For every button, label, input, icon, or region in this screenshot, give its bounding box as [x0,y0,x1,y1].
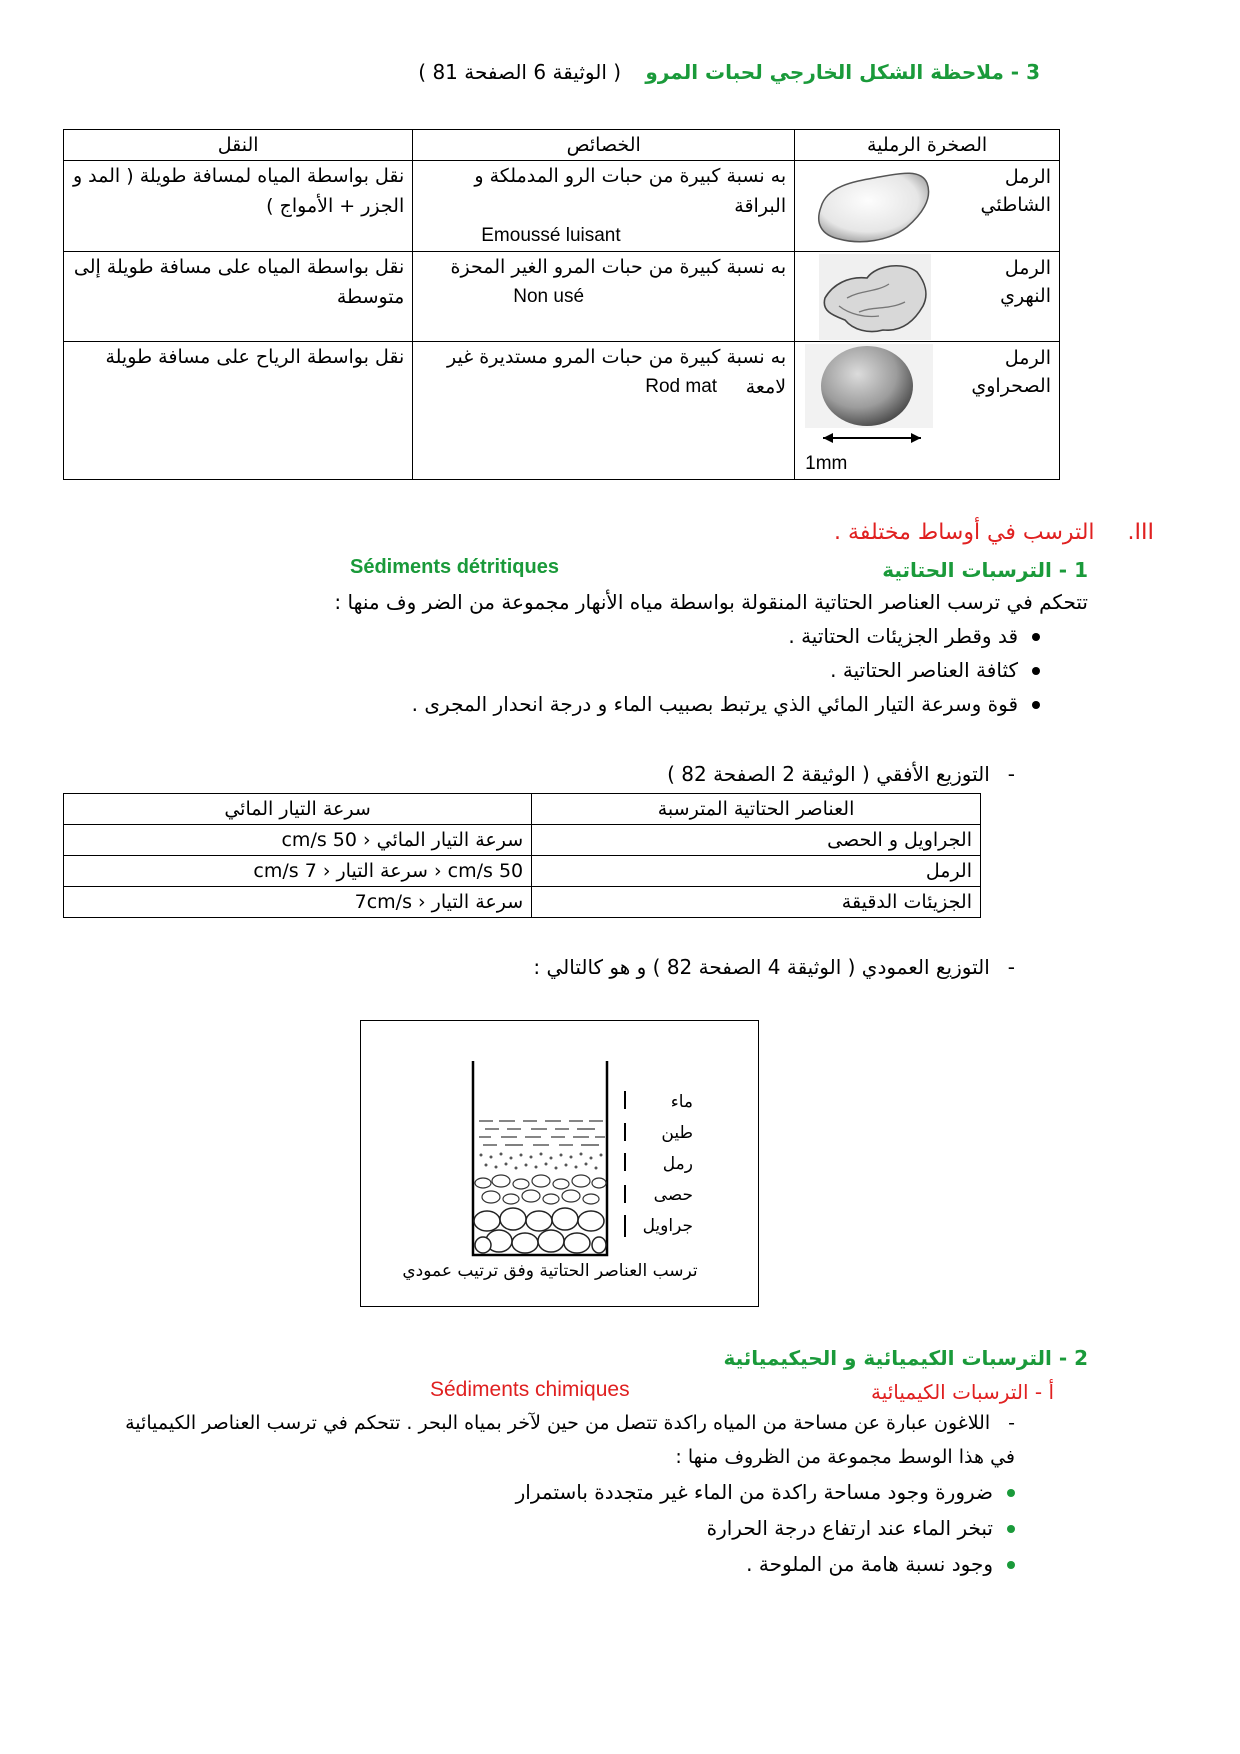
dash-icon: - [1007,955,1015,979]
bullet-icon [1032,633,1040,641]
detrital-bullets [220,624,1040,726]
vertical-figure [360,1020,759,1307]
layer-label: ماء [670,1092,693,1112]
layer-label: جراويل [642,1216,693,1236]
grain-table [63,129,1060,480]
detrital-french: Sédiments détritiques [350,556,559,578]
table-row [64,252,1060,342]
bullet-icon [1032,667,1040,675]
chemical-intro-2: في هذا الوسط مجموعة من الظروف منها : [675,1446,1015,1468]
list-item-text: قد وقطر الجزيئات الحتاتية . [788,624,1018,648]
list-item-text: ضرورة وجود مساحة راكدة من الماء غير متجددة باستمرار [515,1480,993,1504]
bullet-icon [1032,701,1040,709]
horizontal-heading-text: التوزيع الأفقي ( الوثيقة 2 الصفحة 82 ) [667,762,990,786]
transport-text: نقل بواسطة المياه على مسافة طويلة إلى متوسطة [64,252,413,342]
list-item [255,1552,1015,1588]
chemical-bullets [255,1480,1015,1588]
char-ar: به نسبة كبيرة من حبات الرو المدملكة و البراقة [474,165,787,217]
header-speed: سرعة التيار المائي [64,794,532,825]
chemical-intro-1 [125,1412,1015,1434]
header-element: العناصر الحتاتية المترسبة [532,794,981,825]
char-ar: به نسبة كبيرة من حبات المرو الغير المحزة [450,256,787,278]
list-item [220,624,1040,658]
list-item-text: تبخر الماء عند ارتفاع درجة الحرارة [706,1516,993,1540]
list-item [255,1516,1015,1552]
dash-icon: - [1008,1412,1015,1434]
chemical-french: Sédiments chimiques [430,1378,630,1401]
section3-heading [418,60,1040,84]
section-III-heading [834,520,1154,545]
bullet-icon [1007,1525,1015,1533]
chemical-intro-text: اللاغون عبارة عن مساحة من المياه راكدة تتصل من حين لآخر بمياه البحر . تتحكم في ترسب العناصر الكيميائية [125,1412,991,1434]
char-ar: به نسبة كبيرة من حبات المرو مستديرة غير لامعة [447,346,787,398]
chemical-heading: 2 - الترسبات الكيميائية و الحيكيميائية [723,1346,1088,1370]
header-transport: النقل [64,130,413,161]
dash-icon: - [1007,762,1015,786]
desert-sand-grain-image [805,344,933,448]
horizontal-table [63,793,981,918]
section3-title: 3 - ملاحظة الشكل الخارجي لحبات المرو [645,60,1040,84]
list-item-text: قوة وسرعة التيار المائي الذي يرتبط بصبيب الماء و درجة انحدار المجرى . [411,692,1018,716]
table-row [64,825,981,856]
bullet-icon [1007,1561,1015,1569]
rock-name: الرمل الصحراوي [971,347,1051,397]
char-fr: Emoussé luisant [481,225,621,246]
vertical-heading [533,955,1015,979]
layer-labels [633,1087,693,1242]
chemical-subheading: أ - الترسبات الكيميائية [870,1380,1054,1404]
element-cell: الرمل [532,856,981,887]
table-row [64,342,1060,480]
layer-label: رمل [662,1154,693,1174]
rock-name: الرمل الشاطئي [980,166,1051,216]
char-fr: Rod mat [645,376,718,397]
speed-cell: سرعة التيار المائي ‹ 50 cm/s [64,825,532,856]
speed-cell: 50 cm/s ‹ سرعة التيار ‹ 7 cm/s [64,856,532,887]
river-sand-grain-image [809,254,939,340]
sediment-beaker-illustration [471,1059,611,1257]
speed-cell: سرعة التيار ‹ 7cm/s [64,887,532,918]
transport-text: نقل بواسطة الرياح على مسافة طويلة [64,342,413,480]
list-item [255,1480,1015,1516]
section-III-title: الترسب في أوساط مختلفة . [834,520,1095,545]
vertical-heading-text: التوزيع العمودي ( الوثيقة 4 الصفحة 82 ) و هو كالتالي : [533,955,990,979]
list-item-text: كثافة العناصر الحتاتية . [830,658,1018,682]
element-cell: الجراويل و الحصى [532,825,981,856]
list-item-text: وجود نسبة هامة من الملوحة . [746,1552,993,1576]
detrital-heading: 1 - الترسبات الحتاتية [882,558,1088,582]
section-III-numeral: III. [1127,520,1154,545]
layer-bracket-lines [623,1091,627,1241]
figure-caption: ترسب العناصر الحتاتية وفق ترتيب عمودي [402,1261,698,1281]
scale-label: 1mm [805,453,848,474]
transport-text: نقل بواسطة المياه لمسافة طويلة ( المد و الجزر + الأمواج ) [64,161,413,252]
section3-ref: ( الوثيقة 6 الصفحة 81 ) [418,60,622,84]
header-rock: الصخرة الرملية [795,130,1060,161]
layer-label: حصى [653,1185,693,1205]
list-item [220,692,1040,726]
header-characteristics: الخصائص [413,130,795,161]
layer-label: طين [661,1123,693,1143]
table-row [64,887,981,918]
bullet-icon [1007,1489,1015,1497]
element-cell: الجزيئات الدقيقة [532,887,981,918]
detrital-intro: تتحكم في ترسب العناصر الحتاتية المنقولة بواسطة مياه الأنهار مجموعة من الضر وف منها : [334,590,1088,614]
char-fr: Non usé [513,286,585,307]
rock-name: الرمل النهري [1000,257,1051,307]
table-row [64,161,1060,252]
horizontal-heading [667,762,1015,786]
list-item [220,658,1040,692]
beach-sand-grain-image [809,165,939,247]
table-row [64,856,981,887]
